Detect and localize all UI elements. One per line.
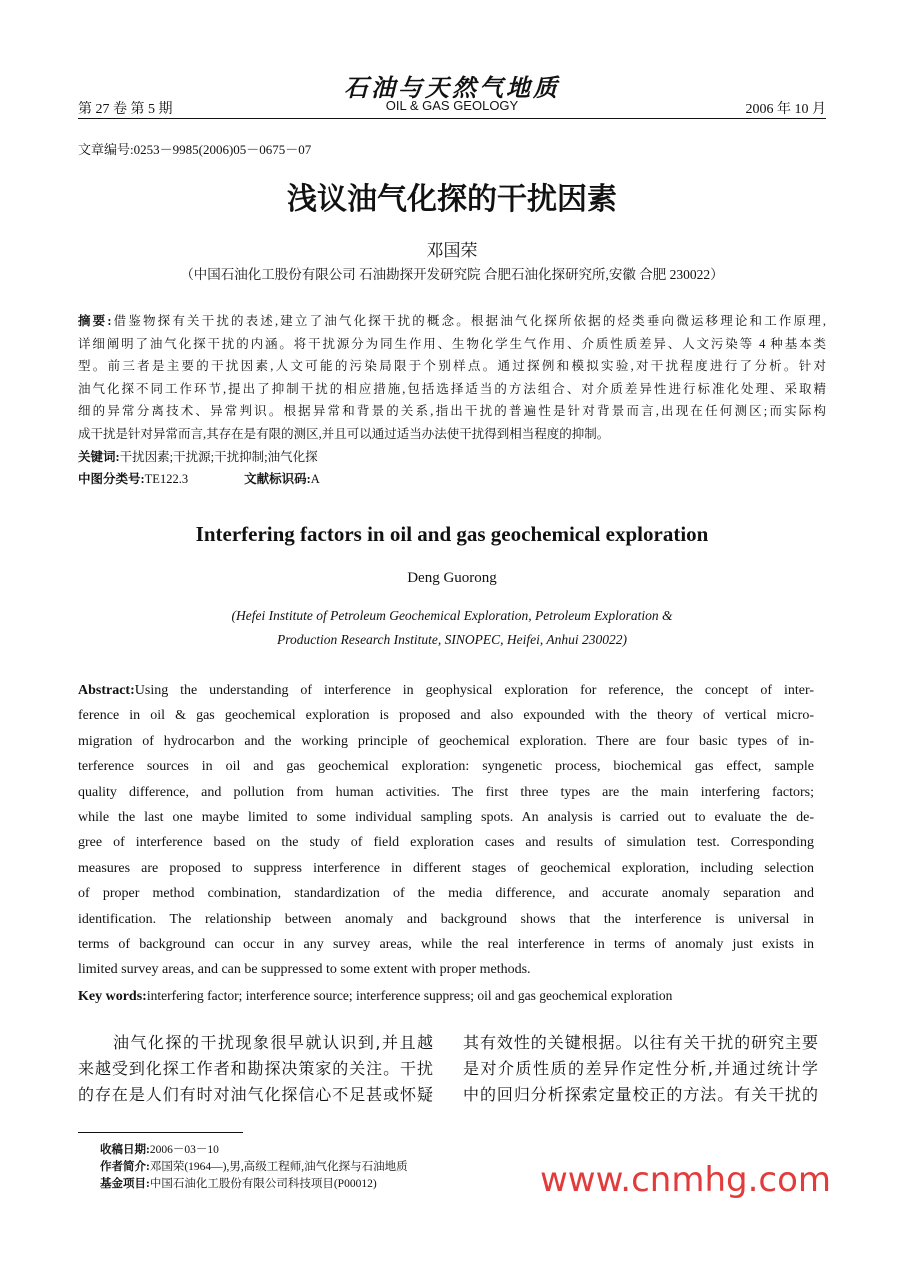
footnote-author xyxy=(100,1159,408,1176)
abstract-line: Using the understanding of interference in geophysical exploration for reference, the concept of inter- xyxy=(134,683,814,698)
body-line: 来越受到化探工作者和勘探决策家的关注。干扰 xyxy=(78,1059,433,1078)
abstract-line: measures are proposed to suppress interference in different stages of geochemical exploration, including selection xyxy=(78,860,814,876)
footnote-label: 收稿日期: xyxy=(100,1144,150,1156)
doc-code-label: 文献标识码: xyxy=(244,472,311,487)
footnote-fund xyxy=(100,1176,408,1193)
abstract-line: ference in oil & gas geochemical exploration is proposed and also expounded with the theory of vertical micro- xyxy=(78,708,814,724)
body-column-right xyxy=(463,1030,818,1108)
doc-code-value: A xyxy=(310,472,320,487)
keywords-en-value: interfering factor; interference source; interference suppress; oil and gas geochemical exploration xyxy=(146,987,673,1003)
body-line: 是对介质性质的差异作定性分析,并通过统计学 xyxy=(463,1059,818,1078)
footnote-label: 基金项目: xyxy=(100,1178,150,1190)
abstract-line: limited survey areas, and can be suppressed to some extent with proper methods. xyxy=(78,962,531,978)
author-en: Deng Guorong xyxy=(407,570,497,586)
keywords-cn xyxy=(78,446,826,469)
affiliation-cn: （中国石油化工股份有限公司 石油勘探开发研究院 合肥石油化探研究所,安徽 合肥 230022） xyxy=(180,267,724,282)
article-number: 文章编号:0253－9985(2006)05－0675－07 xyxy=(78,142,312,157)
issue-date: 2006 年 10 月 xyxy=(745,102,826,117)
body-line: 的存在是人们有时对油气化探信心不足甚或怀疑 xyxy=(78,1085,433,1104)
body-line: 油气化探的干扰现象很早就认识到,并且越 xyxy=(78,1033,433,1052)
abstract-cn xyxy=(78,310,826,491)
affiliation-en xyxy=(0,604,904,652)
keywords-en xyxy=(78,983,814,1009)
keywords-en-label: Key words: xyxy=(78,988,147,1004)
journal-logo: 石油与天然气地质 xyxy=(344,76,560,102)
abstract-line: identification. The relationship between anomaly and background shows that the interference is universal in xyxy=(78,911,814,927)
abstract-line: terms of background can occur in any survey areas, while the real interference in terms of anomaly just exists in xyxy=(78,937,814,953)
abstract-line: 成干扰是针对异常而言,其存在是有限的测区,并且可以通过适当办法使干扰得到相当程度的抑制。 xyxy=(78,426,610,441)
abstract-line: 油气化探不同工作环节,提出了抑制干扰的相应措施,包括选择适当的方法组合、对介质差异性进行标准化处理、采取精 xyxy=(78,381,826,396)
author-cn: 邓国荣 xyxy=(426,241,478,260)
footnote-label: 作者简介: xyxy=(100,1161,150,1173)
abstract-line: migration of hydrocarbon and the working principle of geochemical exploration. There are four basic types of in- xyxy=(78,733,814,749)
footnote-value: 邓国荣(1964—),男,高级工程师,油气化探与石油地质 xyxy=(149,1161,408,1173)
footnote-received xyxy=(100,1142,408,1159)
volume-issue: 第 27 卷 第 5 期 xyxy=(78,102,173,117)
abstract-label: 摘要: xyxy=(78,314,112,328)
affiliation-line: (Hefei Institute of Petroleum Geochemical Exploration, Petroleum Exploration & xyxy=(231,608,673,623)
header-rule xyxy=(78,118,826,119)
footnote-value: 2006－03－10 xyxy=(149,1144,219,1156)
abstract-line: terference sources in oil and gas geochemical exploration: syngenetic process, biochemical gas effect, sample xyxy=(78,759,814,775)
clc-value: TE122.3 xyxy=(144,472,189,487)
classification xyxy=(78,468,826,491)
abstract-line: 型。前三者是主要的干扰因素,人文可能的污染局限于个别样点。通过探例和模拟实验,对干扰程度进行了分析。针对 xyxy=(78,359,826,374)
title-en: Interfering factors in oil and gas geochemical exploration xyxy=(195,522,709,546)
abstract-en xyxy=(78,678,814,1009)
body-line: 其有效性的关键根据。以往有关干扰的研究主要 xyxy=(463,1033,818,1052)
body-line: 中的回归分析探索定量校正的方法。有关干扰的 xyxy=(463,1085,818,1104)
footnote-rule xyxy=(78,1132,243,1133)
keywords-value: 干扰因素;干扰源;干扰抑制;油气化探 xyxy=(119,449,318,464)
keywords-label: 关键词: xyxy=(78,449,120,464)
abstract-line: 详细阐明了油气化探干扰的内涵。将干扰源分为同生作用、生物化学生气作用、介质性质差异、人文污染等 4 种基本类 xyxy=(78,336,826,351)
title-cn: 浅议油气化探的干扰因素 xyxy=(287,182,617,217)
abstract-line: 细的异常分离技术、异常判识。根据异常和背景的关系,指出干扰的普遍性是针对背景而言,出现在任何测区;而实际构 xyxy=(78,404,826,419)
footnotes xyxy=(100,1142,408,1193)
journal-name-en: OIL & GAS GEOLOGY xyxy=(385,98,519,113)
clc-label: 中图分类号: xyxy=(78,472,145,487)
affiliation-line: Production Research Institute, SINOPEC, Heifei, Anhui 230022) xyxy=(276,632,628,647)
body-column-left xyxy=(78,1030,433,1108)
abstract-line: of proper method combination, standardization of the media difference, and accurate anomaly separation and xyxy=(78,886,814,902)
abstract-line: while the last one maybe limited to some individual sampling spots. An analysis is carried out to evaluate the de- xyxy=(78,810,814,826)
watermark: www.cnmhg.com xyxy=(540,1160,832,1200)
abstract-line: gree of interference based on the study of field exploration cases and results of simulation test. Corresponding xyxy=(78,835,814,851)
footnote-value: 中国石油化工股份有限公司科技项目(P00012) xyxy=(149,1178,377,1190)
abstract-en-label: Abstract: xyxy=(78,683,135,698)
abstract-line: 借鉴物探有关干扰的表述,建立了油气化探干扰的概念。根据油气化探所依据的烃类垂向微运移理论和工作原理, xyxy=(111,314,826,328)
abstract-line: quality difference, and pollution from human activities. The first three types are the main interfering factors; xyxy=(78,784,814,800)
